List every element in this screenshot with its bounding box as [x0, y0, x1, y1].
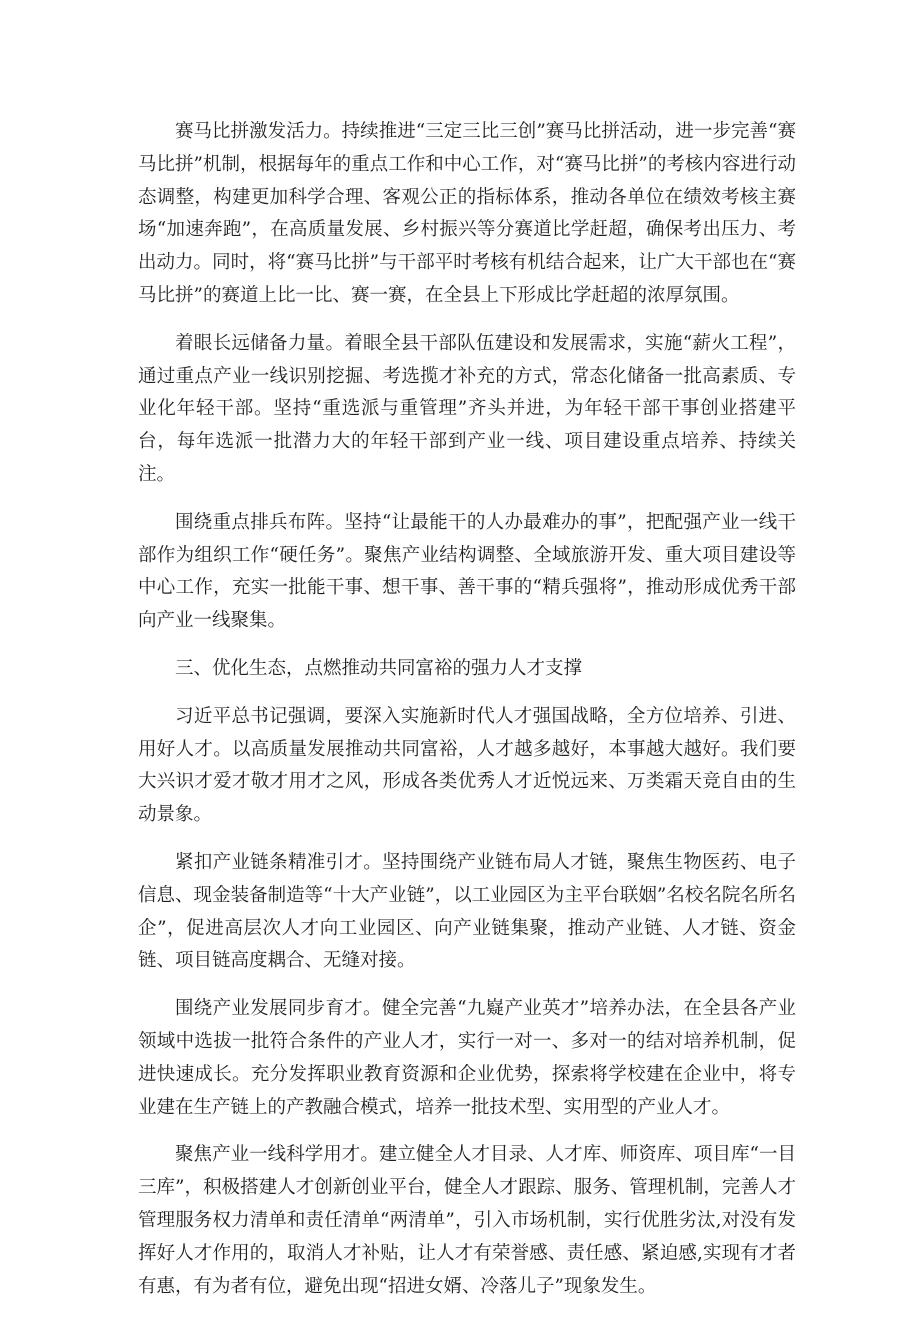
document-page [138, 116, 796, 1318]
paragraph-horse-race: 赛马比拼激发活力。持续推进“三定三比三创”赛马比拼活动，进一步完善“赛马比拼”机制，根据每年的重点工作和中心工作，对“赛马比拼”的考核内容进行动态调整，构建更加科学合理、客观公正的指标体系，推动各单位在绩效考核主赛场“加速奔跑”，在高质量发展、乡村振兴等分赛道比学赶超，确保考出压力、考出动力。同时，将“赛马比拼”与干部平时考核有机结合起来，让广大干部也在“赛马比拼”的赛道上比一比、赛一赛，在全县上下形成比学赶超的浓厚氛围。 [138, 121, 796, 306]
paragraph-talent-strategy: 习近平总书记强调，要深入实施新时代人才强国战略，全方位培养、引进、用好人才。以高质量发展推动共同富裕，人才越多越好，本事越大越好。我们要大兴识才爱才敬才用才之风，形成各类优秀人才近悦远来、万类霜天竞自由的生动景象。 [138, 705, 796, 826]
paragraph-deploy-forces: 围绕重点排兵布阵。坚持“让最能干的人办最难办的事”，把配强产业一线干部作为组织工作“硬任务”。聚焦产业结构调整、全域旅游开发、重大项目建设等中心工作，充实一批能干事、想干事、善干事的“精兵强将”，推动形成优秀干部向产业一线聚集。 [138, 511, 796, 632]
paragraph-attract-talent: 紧扣产业链条精准引才。坚持围绕产业链布局人才链，聚焦生物医药、电子信息、现金装备制造等“十大产业链”，以工业园区为主平台联姻”名校名院名所名企”，促进高层次人才向工业园区、向产业链集聚，推动产业链、人才链、资金链、项目链高度耦合、无缝对接。 [138, 851, 796, 972]
paragraph-use-talent: 聚焦产业一线科学用才。建立健全人才目录、人才库、师资库、项目库“一目三库”，积极搭建人才创新创业平台，健全人才跟踪、服务、管理机制，完善人才管理服务权力清单和责任清单“两清单”，引入市场机制，实行优胜劣汰,对没有发挥好人才作用的，取消人才补贴，让人才有荣誉感、责任感、紧迫感,实现有才者有惠，有为者有位，避免出现“招进女婿、冷落儿子”现象发生。 [138, 1144, 796, 1297]
paragraph-reserve-strength: 着眼长远储备力量。着眼全县干部队伍建设和发展需求，实施“薪火工程”，通过重点产业一线识别挖掘、考选揽才补充的方式，常态化储备一批高素质、专业化年轻干部。坚持“重选派与重管理”齐头并进，为年轻干部干事创业搭建平台，每年选派一批潜力大的年轻干部到产业一线、项目建设重点培养、持续关注。 [138, 332, 796, 485]
section-heading-3: 三、优化生态，点燃推动共同富裕的强力人才支撑 [175, 657, 583, 679]
paragraph-cultivate-talent: 围绕产业发展同步育才。健全完善“九嶷产业英才”培养办法，在全县各产业领域中选拔一批符合条件的产业人才，实行一对一、多对一的结对培养机制，促进快速成长。充分发挥职业教育资源和企业优势，探索将学校建在企业中，将专业建在生产链上的产教融合模式，培养一批技术型、实用型的产业人才。 [138, 998, 796, 1118]
